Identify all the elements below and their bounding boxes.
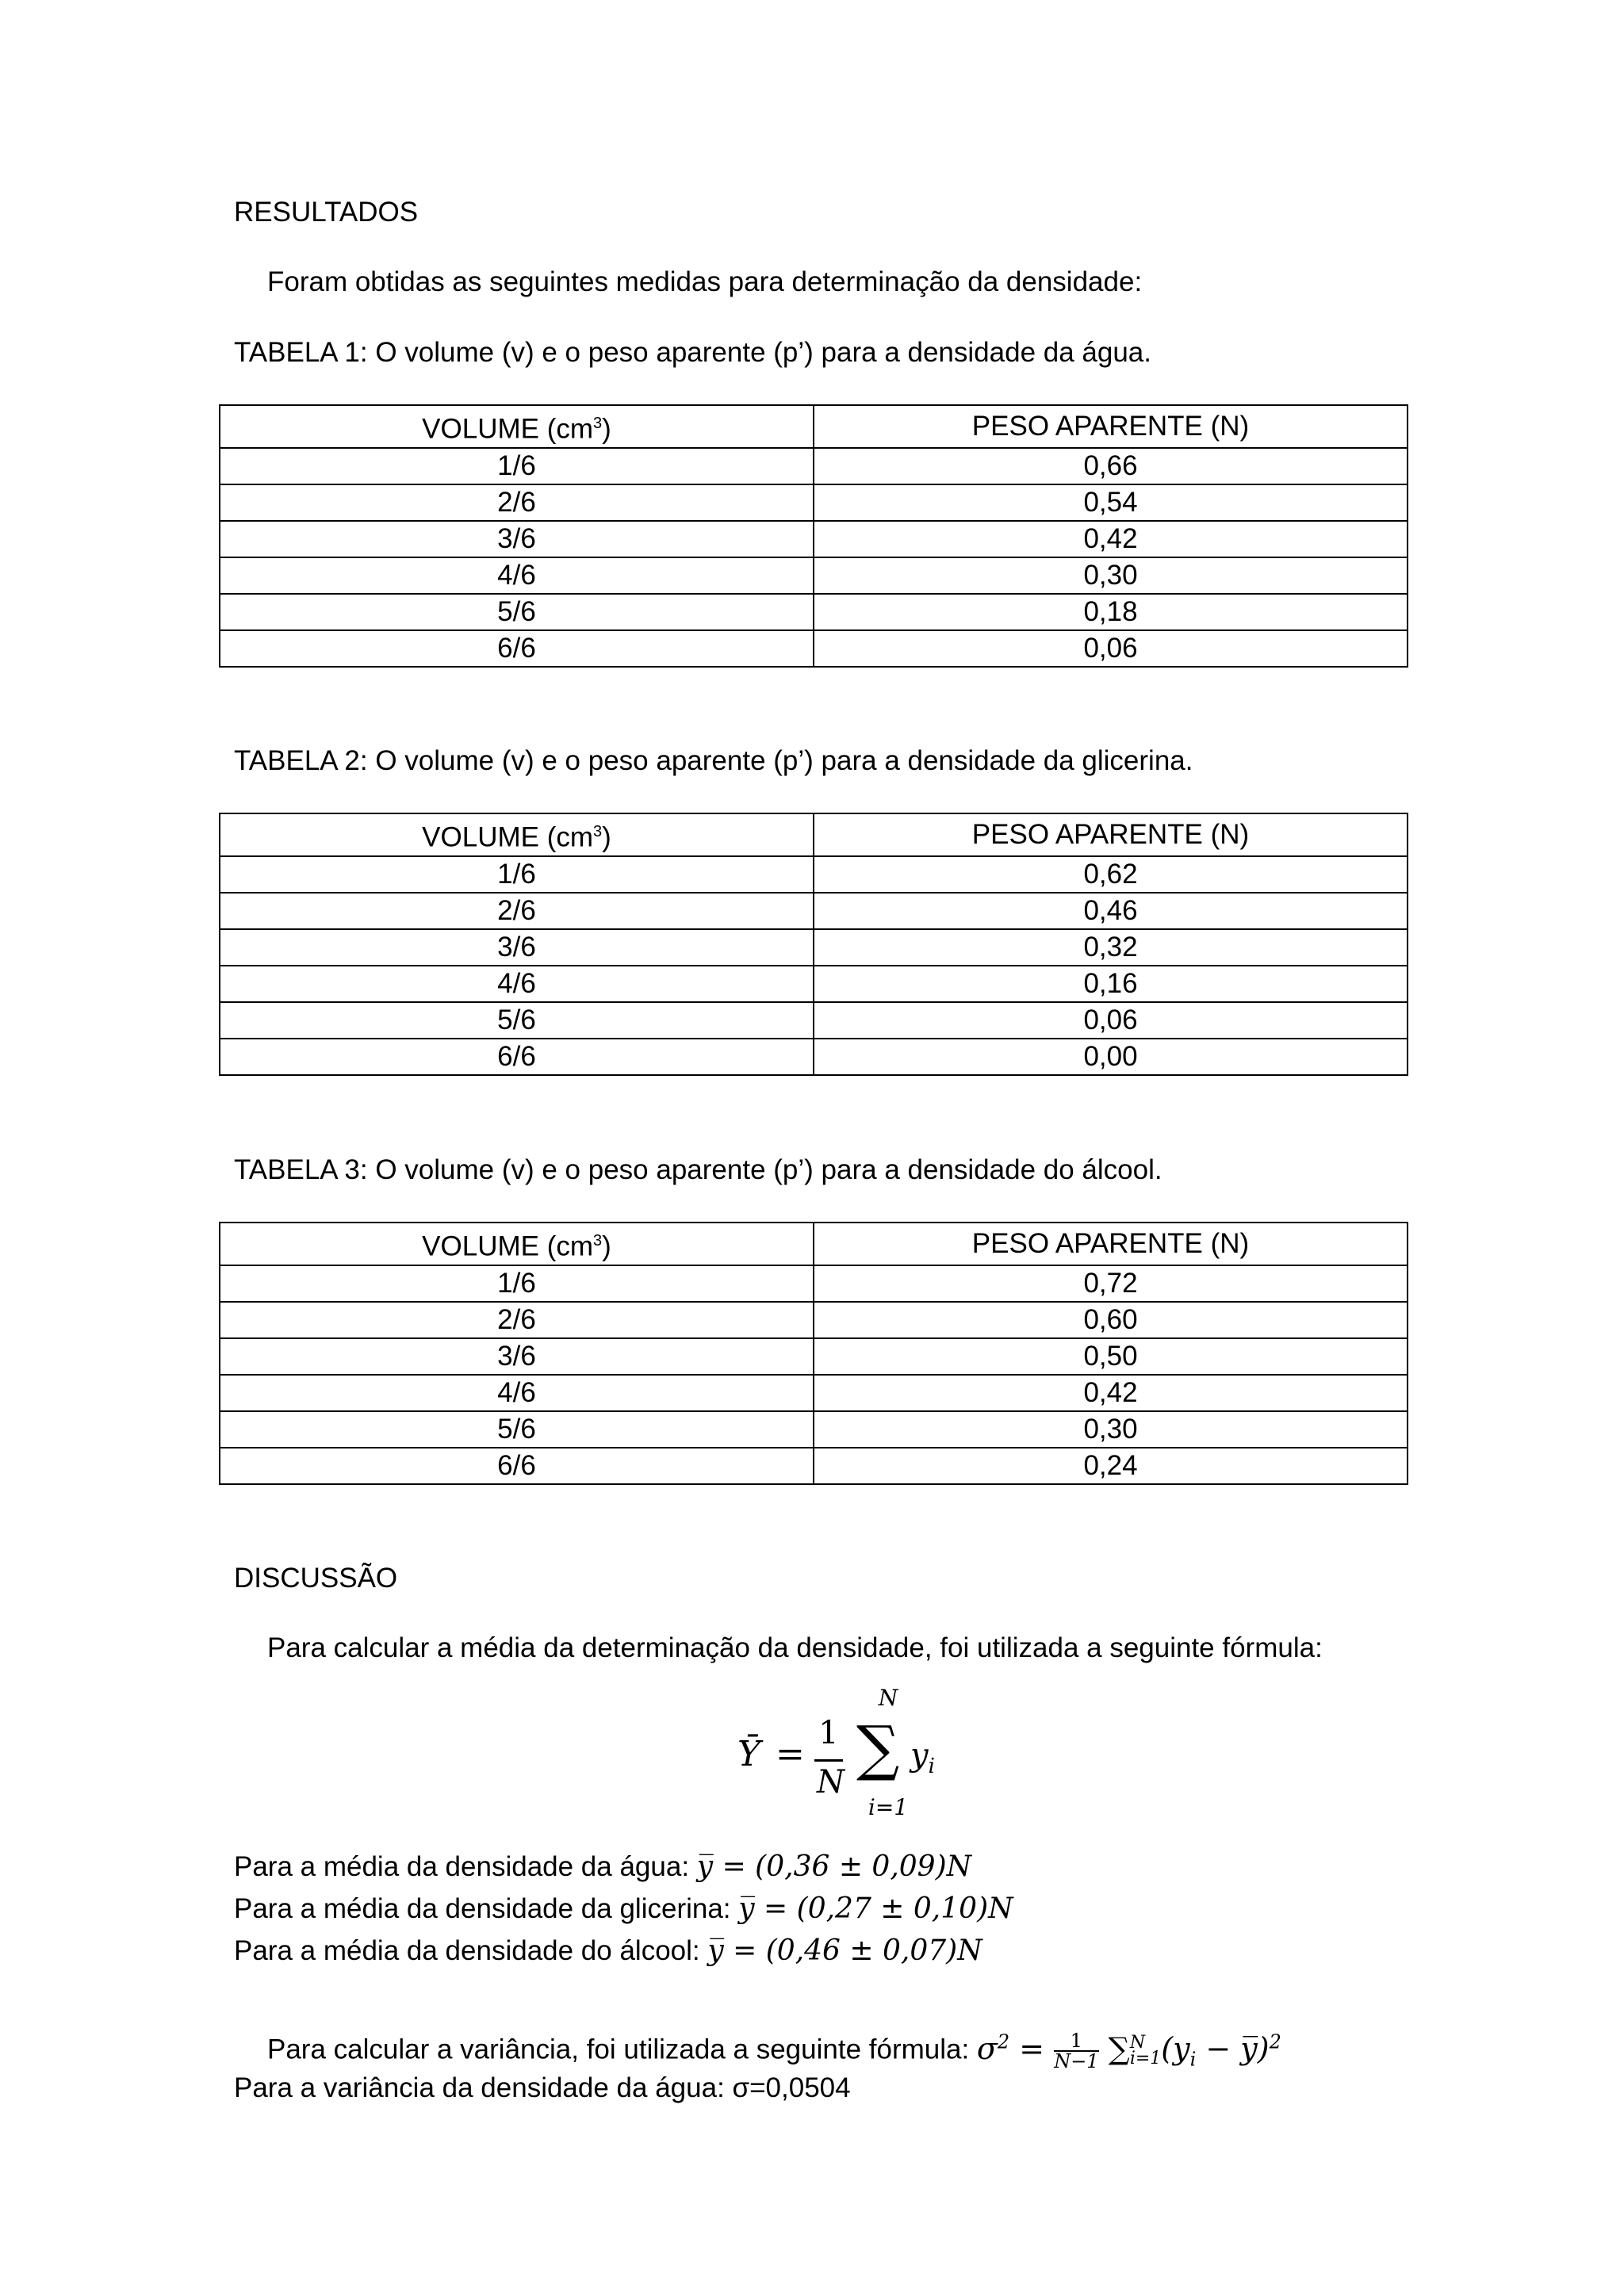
cell-weight: 0,06 [814, 630, 1408, 667]
table-row [220, 1448, 1408, 1484]
table-row [220, 966, 1408, 1002]
cell-weight: 0,06 [814, 1002, 1408, 1039]
cell-weight: 0,42 [814, 521, 1408, 557]
cell-volume: 4/6 [220, 966, 814, 1002]
table-2 [219, 813, 1408, 1076]
table-2-caption: TABELA 2: O volume (v) e o peso aparente (p’) para a densidade da glicerina. [234, 745, 1193, 776]
formula-numerator: 1 [818, 1715, 839, 1751]
cell-weight: 0,42 [814, 1375, 1408, 1411]
table-row [220, 856, 1408, 893]
cell-volume: 4/6 [220, 1375, 814, 1411]
cell-volume: 6/6 [220, 1039, 814, 1075]
table-3-caption: TABELA 3: O volume (v) e o peso aparente (p’) para a densidade do álcool. [234, 1154, 1162, 1185]
cell-volume: 3/6 [220, 521, 814, 557]
cell-volume: 5/6 [220, 1411, 814, 1448]
mean-water: Para a média da densidade da água: y̅ = (0,36 ± 0,09)N [234, 1850, 972, 1883]
mean-glycerin: Para a média da densidade da glicerina: y̅ = (0,27 ± 0,10)N [234, 1892, 1013, 1925]
sum-upper-limit: N [878, 1685, 898, 1711]
formula-equals: = [776, 1734, 805, 1774]
cell-volume: 3/6 [220, 929, 814, 966]
table-row [220, 484, 1408, 521]
cell-weight: 0,32 [814, 929, 1408, 966]
intro-paragraph: Foram obtidas as seguintes medidas para determinação da densidade: [267, 266, 1143, 297]
cell-weight: 0,46 [814, 893, 1408, 929]
sum-lower-limit: i=1 [868, 1794, 909, 1820]
table-1 [219, 404, 1408, 668]
header-weight: PESO APARENTE (N) [814, 405, 1408, 448]
table-row [220, 1338, 1408, 1375]
header-weight: PESO APARENTE (N) [814, 1223, 1408, 1265]
formula-lhs: Ȳ [737, 1734, 761, 1774]
header-volume: VOLUME $(cm^3)$ [220, 1223, 814, 1265]
cell-weight: 0,16 [814, 966, 1408, 1002]
cell-volume: 1/6 [220, 448, 814, 484]
cell-weight: 0,62 [814, 856, 1408, 893]
cell-weight: 0,24 [814, 1448, 1408, 1484]
cell-volume: 5/6 [220, 594, 814, 630]
table-row [220, 630, 1408, 667]
table-row [220, 893, 1408, 929]
cell-weight: 0,60 [814, 1302, 1408, 1338]
cell-weight: 0,18 [814, 594, 1408, 630]
cell-volume: 2/6 [220, 484, 814, 521]
table-row [220, 557, 1408, 594]
table-header-row [220, 1223, 1408, 1265]
table-row [220, 1039, 1408, 1075]
cell-weight: 0,54 [814, 484, 1408, 521]
table-row [220, 1265, 1408, 1302]
cell-volume: 6/6 [220, 630, 814, 667]
cell-volume: 2/6 [220, 893, 814, 929]
cell-weight: 0,30 [814, 557, 1408, 594]
table-3 [219, 1222, 1408, 1485]
cell-weight: 0,00 [814, 1039, 1408, 1075]
cell-volume: 6/6 [220, 1448, 814, 1484]
sum-symbol: ∑ [856, 1712, 900, 1783]
table-row [220, 521, 1408, 557]
cell-volume: 5/6 [220, 1002, 814, 1039]
header-weight: PESO APARENTE (N) [814, 813, 1408, 856]
cell-volume: 1/6 [220, 856, 814, 893]
table-header-row [220, 405, 1408, 448]
cell-weight: 0,72 [814, 1265, 1408, 1302]
header-volume: VOLUME $(cm^3)$ [220, 813, 814, 856]
table-row [220, 448, 1408, 484]
cell-volume: 2/6 [220, 1302, 814, 1338]
variance-water: Para a variância da densidade da água: σ=0,0504 [234, 2072, 851, 2103]
table-row [220, 1302, 1408, 1338]
cell-volume: 3/6 [220, 1338, 814, 1375]
cell-volume: 4/6 [220, 557, 814, 594]
fraction-bar [814, 1759, 843, 1762]
table-row [220, 1375, 1408, 1411]
mean-alcohol: Para a média da densidade do álcool: y̅ = (0,46 ± 0,07)N [234, 1934, 982, 1967]
variance-intro: Para calcular a variância, foi utilizada a seguinte fórmula: $\sigma^2$ = $\frac{1}{N-1}$ ∑ N i=1 ($y_i$ − y̅)$^2$ [267, 2030, 1281, 2073]
table-1-caption: TABELA 1: O volume (v) e o peso aparente (p’) para a densidade da água. [234, 337, 1151, 368]
table-row [220, 929, 1408, 966]
discussion-heading: DISCUSSÃO [234, 1563, 398, 1594]
results-heading: RESULTADOS [234, 197, 419, 228]
table-header-row [220, 813, 1408, 856]
cell-weight: 0,50 [814, 1338, 1408, 1375]
variance-formula: $\sigma^2$ = $\frac{1}{N-1}$ ∑ N i=1 ($y_i$ − y̅)$^2$ [976, 2030, 1281, 2073]
table-row [220, 1002, 1408, 1039]
mean-formula [737, 1685, 944, 1823]
header-volume: VOLUME $(cm^3)$ [220, 405, 814, 448]
table-row [220, 594, 1408, 630]
mean-intro-paragraph: Para calcular a média da determinação da densidade, foi utilizada a seguinte fórmula: [267, 1632, 1323, 1663]
cell-volume: 1/6 [220, 1265, 814, 1302]
formula-denominator: N [817, 1764, 845, 1800]
cell-weight: 0,30 [814, 1411, 1408, 1448]
cell-weight: 0,66 [814, 448, 1408, 484]
formula-term: $y_i$ [910, 1737, 935, 1778]
table-row [220, 1411, 1408, 1448]
